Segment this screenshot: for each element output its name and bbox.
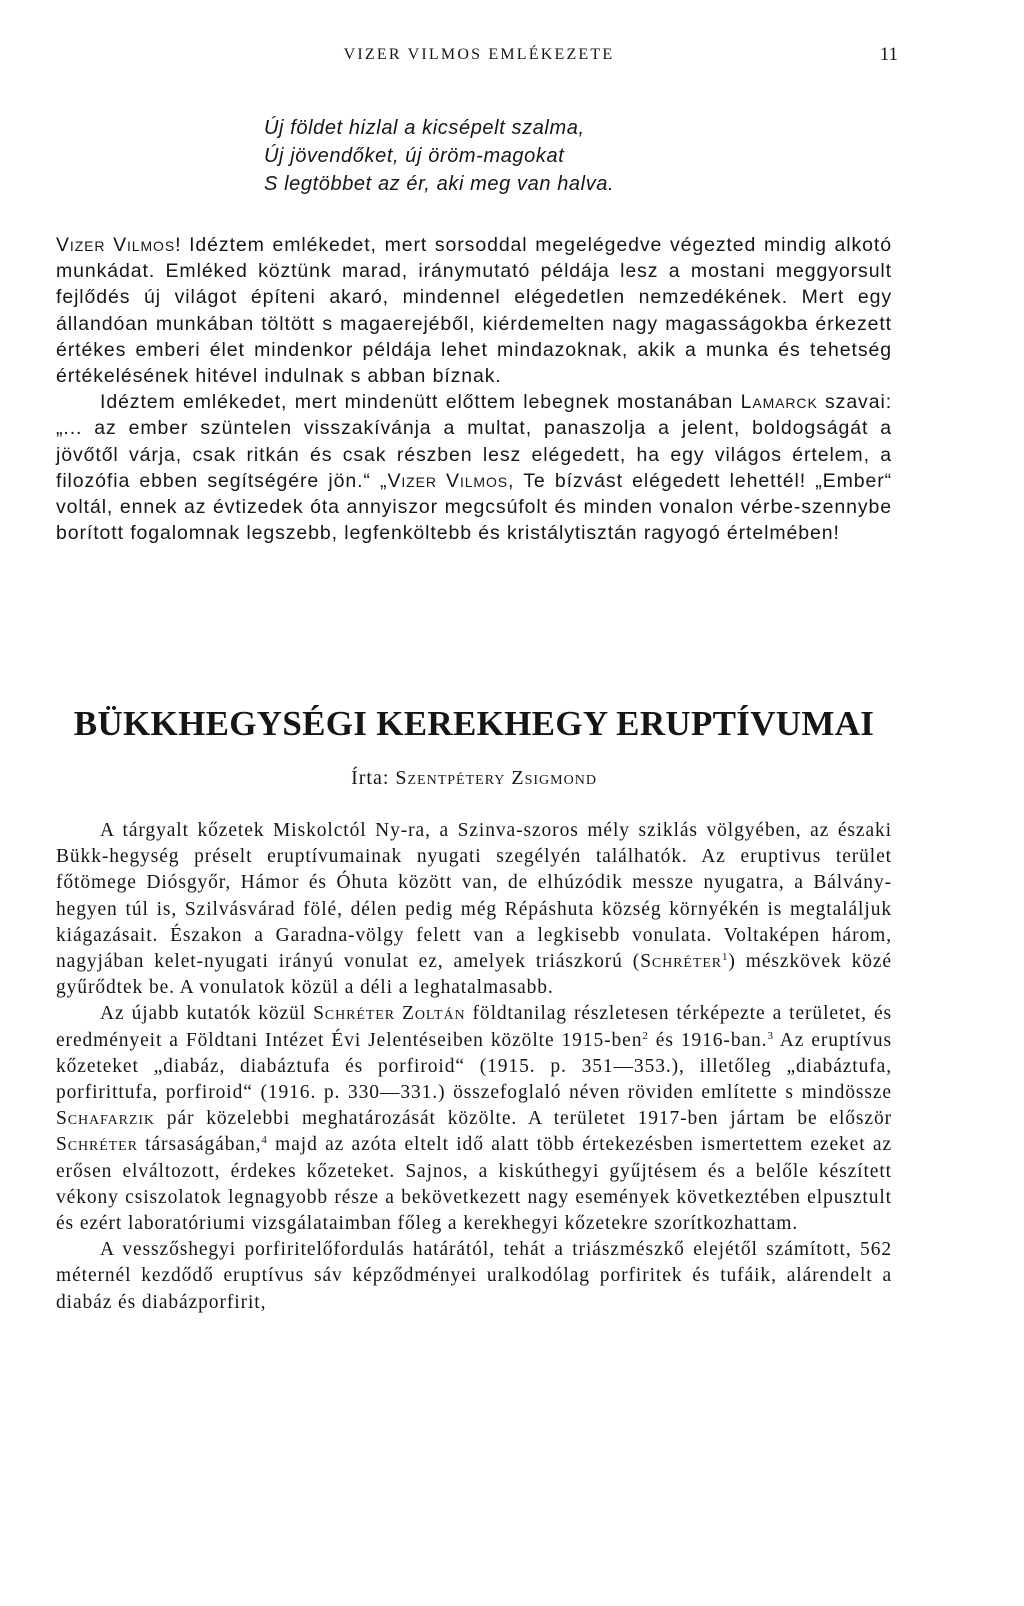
name-schreter: Schréter bbox=[640, 951, 723, 973]
article-p2-text-f: társaságában, bbox=[137, 1134, 262, 1156]
article-body bbox=[56, 818, 892, 1316]
tribute-p2-text-a: Idéztem emlékedet, mert mindenütt előttem lebegnek mostanában bbox=[100, 391, 734, 414]
tribute-paragraph-1 bbox=[56, 232, 892, 389]
page-number: 11 bbox=[879, 44, 898, 65]
name-lamarck: Lamarck bbox=[740, 391, 818, 414]
name-vizer-vilmos: Vizer Vilmos bbox=[56, 234, 176, 256]
byline-prefix: Írta: bbox=[351, 767, 396, 789]
article-paragraph-3: A vesszőshegyi porfiritelőfordulás határától, tehát a triászmészkő elejétől számított, 562 méternél kezdődő eruptívus sáv képződményei uralkodólag porfiritek és tufáik, alárendelt a diabáz és diabázporfirit, bbox=[56, 1239, 892, 1313]
article-p2-text-c: és 1916-ban. bbox=[648, 1029, 768, 1051]
poem-line: Új földet hizlal a kicsépelt szalma, bbox=[264, 117, 585, 139]
article-p2-text-d: Az eruptívus kőzeteket „diabáz, diabáztufa és porfiroid“ (1915. p. 351—353.), illetőleg „diabáztufa, porfirittufa, porfiroid“ (1916. p. 330—331.) összefoglaló néven röviden említette s mindössze bbox=[56, 1029, 892, 1104]
running-title: VIZER VILMOS EMLÉKEZETE bbox=[343, 46, 615, 63]
footnote-ref-3: 3 bbox=[767, 1029, 774, 1042]
article-p1-text-b: ) mészkövek közé gyűrődtek be. A vonulatok közül a déli a leghatalmasabb. bbox=[56, 951, 892, 999]
name-vizer-vilmos: Vizer Vilmos bbox=[387, 469, 509, 492]
poem-stanza bbox=[264, 114, 864, 198]
article-p1-text-a: A tárgyalt kőzetek Miskolctól Ny-ra, a Szinva-szoros mély sziklás völgyében, az északi Bükk-hegység préselt eruptívumainak nyugati szegélyén találhatók. Az eruptivus terület főtömege Diósgyőr, Hámor és Óhuta között van, de elhúzódik messze nyugatra, a Bálvány-hegyen túl is, Szilvásvárad fölé, délen pedig még Répáshuta község környékén is megtaláljuk kiágazásait. Északon a Garadna-völgy felett van a legkisebb vonulata. Voltaképen három, nagyjában kelet-nyugati irányú vonulat ez, amelyek triászkorú ( bbox=[56, 820, 892, 973]
poem-line: S legtöbbet az ér, aki meg van halva. bbox=[264, 173, 615, 195]
running-head bbox=[60, 46, 898, 72]
tribute-text bbox=[56, 232, 892, 546]
article-p2-text-a: Az újabb kutatók közül bbox=[100, 1003, 314, 1025]
article-paragraph-1 bbox=[56, 818, 892, 1001]
article-title: BÜKKHEGYSÉGI KEREKHEGY ERUPTÍVUMAI bbox=[73, 704, 875, 743]
poem-line: Új jövendőket, új öröm-magokat bbox=[264, 145, 565, 167]
article-paragraph-2 bbox=[56, 1001, 892, 1237]
article-byline bbox=[56, 767, 892, 790]
tribute-p2-text-b: szavai: „... az ember szüntelen visszakívánja a multat, panaszolja a jelent, boldogságát a jövőtől várja, csak ritkán és csak részben lesz elégedett, ha egy világos értelem, a filozófia ebben segítségére jön.“ „ bbox=[56, 391, 893, 492]
footnote-ref-4: 4 bbox=[261, 1134, 268, 1147]
tribute-paragraph-2 bbox=[56, 389, 892, 546]
article-p2-text-e: pár közelebbi meghatározását közölte. A területet 1917-ben jártam be először bbox=[154, 1108, 892, 1130]
article-p2-text-g: majd az azóta eltelt idő alatt több értekezésben ismertettem ezeket az erősen elváltozott, érdekes kőzeteket. Sajnos, a kiskúthegyi gyűjtésem és a belőle készített vékony csiszolatok legnagyobb része a bekövetkezett nagy események következtében elpusztult és ezért laboratóriumi vizsgálataimban főleg a kerekhegyi kőzetekre szorítkozhattam. bbox=[56, 1134, 893, 1235]
tribute-p1-text: ! Idéztem emlékedet, mert sorsoddal megelégedve végezted mindig alkotó munkádat. Emléked köztünk marad, iránymutató példája lesz a mostani meggyorsult fejlődés új világot építeni akaró, mindennel elégedetlen nemzedékének. Mert egy állandóan munkában töltött s magaerejéből, kiérdemelten nagy magasságokba érkezett értékes emberi élet mindenkor példája lehet mindazoknak, akik a munka és tehetség értékelésének hitével indulnak s abban bíznak. bbox=[56, 234, 892, 388]
tribute-p2-text-c: , Te bízvást elégedett lehettél! „Ember“ voltál, ennek az évtizedek óta annyiszor megcsúfolt és minden vonalon vérbe-szennybe borított fogalomnak legszebb, legfenköltebb és kristálytisztán ragyogó értelmében! bbox=[56, 469, 893, 545]
footnote-ref-2: 2 bbox=[642, 1029, 649, 1042]
name-schreter-zoltan: Schréter Zoltán bbox=[313, 1003, 466, 1025]
name-schreter: Schréter bbox=[56, 1134, 138, 1156]
footnote-ref-1: 1 bbox=[722, 951, 729, 964]
article-p2-text-b: földtanilag részletesen térképezte a területet, és eredményeit a Földtani Intézet Évi Jelentéseiben közölte 1915-ben bbox=[56, 1003, 892, 1051]
author-name: Szentpétery Zsigmond bbox=[395, 767, 597, 789]
name-schafarzik: Schafarzik bbox=[56, 1108, 155, 1130]
